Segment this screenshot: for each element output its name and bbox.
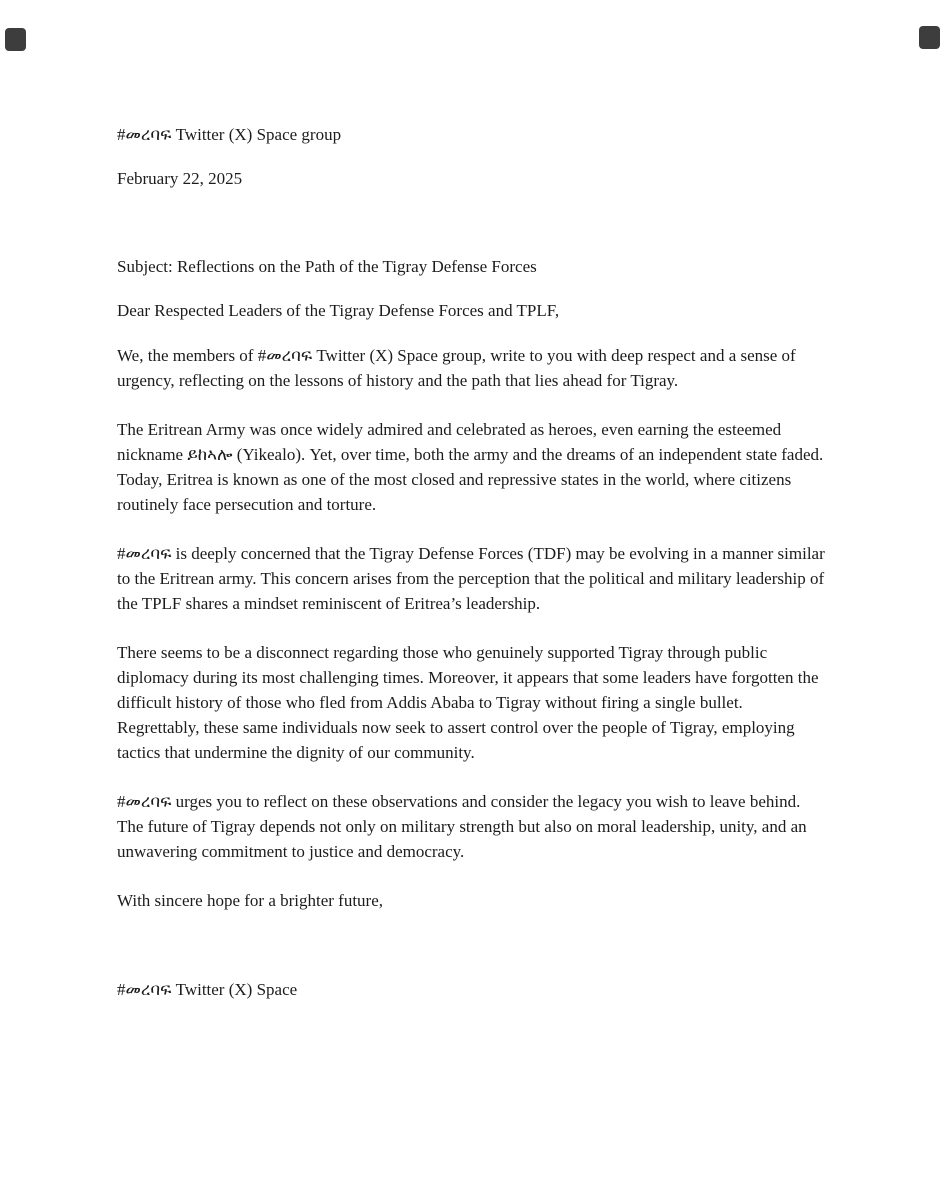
- scan-corner-mark-top-right: [919, 26, 940, 49]
- letter-paragraph-1: We, the members of #መረባፍ Twitter (X) Space group, write to you with deep respect and a sense of urgency, reflecting on the lessons of history and the path that lies ahead for Tigray.: [117, 346, 796, 390]
- signature-line: #መረባፍ Twitter (X) Space: [117, 980, 298, 999]
- letter-paragraph-5: #መረባፍ urges you to reflect on these observations and consider the legacy you wish to leave behind. The future of Tigray depends not only on military strength but also on moral leadership, unity, and an unwavering commitment to justice and democracy.: [117, 792, 807, 861]
- letter-paragraph-3: #መረባፍ is deeply concerned that the Tigray Defense Forces (TDF) may be evolving in a manner similar to the Eritrean army. This concern arises from the perception that the political and military leadership of the TPLF shares a mindset reminiscent of Eritrea’s leadership.: [117, 544, 825, 613]
- group-name-header: #መረባፍ Twitter (X) Space group: [117, 125, 342, 144]
- letter-date: February 22, 2025: [117, 169, 243, 188]
- subject-line: Subject: Reflections on the Path of the Tigray Defense Forces: [117, 257, 537, 276]
- closing-line: With sincere hope for a brighter future,: [117, 891, 384, 910]
- scan-corner-mark-top-left: [5, 28, 26, 51]
- letter-paragraph-4: There seems to be a disconnect regarding those who genuinely supported Tigray through public diplomacy during its most challenging times. Moreover, it appears that some leaders have forgotten the difficult history of those who fled from Addis Ababa to Tigray without firing a single bullet. Regrettably, these same individuals now seek to assert control over the people of Tigray, employing tactics that undermine the dignity of our community.: [117, 643, 819, 762]
- letter-body: [117, 122, 828, 1002]
- salutation: Dear Respected Leaders of the Tigray Defense Forces and TPLF,: [117, 301, 560, 320]
- letter-paragraph-2: The Eritrean Army was once widely admired and celebrated as heroes, even earning the esteemed nickname ይከኣሎ (Yikealo). Yet, over time, both the army and the dreams of an independent state faded. Today, Eritrea is known as one of the most closed and repressive states in the world, where citizens routinely face persecution and torture.: [117, 420, 824, 514]
